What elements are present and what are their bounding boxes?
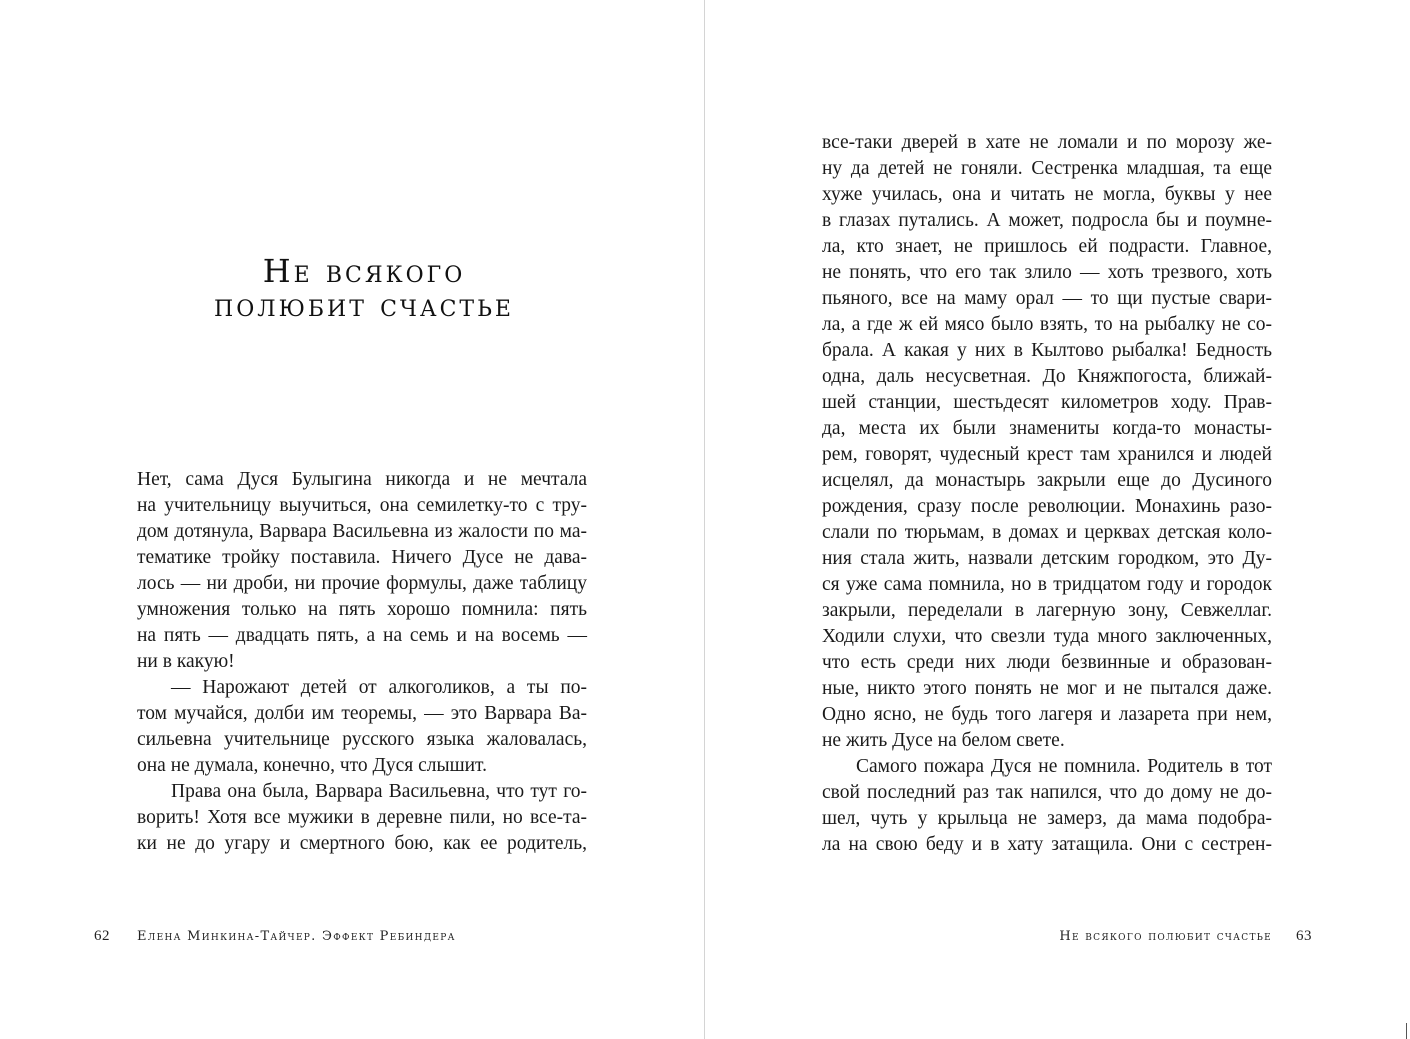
chapter-title (150, 254, 578, 322)
text-line: ся уже сама помнила, но в тридцатом году и городок (822, 574, 1272, 595)
text-line: не понять, что его так злило — хоть трезвого, хоть (822, 262, 1272, 283)
page-number: 62 (94, 928, 110, 944)
text-line: дом дотянула, Варвара Васильевна из жалости по ма- (137, 521, 587, 542)
text-line: — Нарожают детей от алкоголиков, а ты по- (171, 677, 587, 698)
text-line: рем, говорят, чудесный крест там хранился и людей (822, 444, 1272, 465)
text-line: исцелял, да монастырь закрыли еще до Дусиного (822, 470, 1272, 491)
text-line: в глазах путались. А может, подросла бы и поумне- (822, 210, 1272, 231)
chapter-title-line: полюбит счастье (214, 286, 514, 324)
text-line: ну да детей не гоняли. Сестренка младшая, та еще (822, 158, 1272, 179)
right-page (706, 0, 1410, 1039)
text-line: шей станции, шестьдесят километров ходу. Прав- (822, 392, 1272, 413)
text-line: да, места их были знамениты когда-то монасты- (822, 418, 1272, 439)
text-line: все-таки дверей в хате не ломали и по морозу же- (822, 132, 1272, 153)
text-line: рождения, сразу после революции. Монахинь разо- (822, 496, 1272, 517)
chapter-title-line: Не всякого (262, 252, 466, 290)
text-line: хуже училась, она и читать не могла, буквы у нее (822, 184, 1272, 205)
text-line: Нет, сама Дуся Булыгина никогда и не мечтала (137, 469, 587, 490)
text-line: пьяного, все на маму орал — то щи пустые свари- (822, 288, 1272, 309)
text-line: том мучайся, долби им теоремы, — это Варвара Ва- (137, 703, 587, 724)
running-head: Не всякого полюбит счастье (1059, 929, 1272, 944)
text-line: свой последний раз так напился, что до дому не до- (822, 782, 1272, 803)
text-line: умножения только на пять хорошо помнила: пять (137, 599, 587, 620)
text-line: ния стала жить, назвали детским городком, это Ду- (822, 548, 1272, 569)
text-line: ворить! Хотя все мужики в деревне пили, но все-та- (137, 807, 587, 828)
text-line: Ходили слухи, что свезли туда много заключенных, (822, 626, 1272, 647)
text-line: ные, никто этого понять не мог и не пытался даже. (822, 678, 1272, 699)
text-line: слали по тюрьмам, в домах и церквах детская коло- (822, 522, 1272, 543)
text-line: Одно ясно, не будь того лагеря и лазарета при нем, (822, 704, 1272, 725)
text-line: на учительницу выучиться, она семилетку-то с тру- (137, 495, 587, 516)
running-head: Елена Минкина-Тайчер. Эффект Ребиндера (137, 929, 456, 944)
text-line: сильевна учительнице русского языка жаловалась, (137, 729, 587, 750)
text-line: лось — ни дроби, ни прочие формулы, даже таблицу (137, 573, 587, 594)
text-line: брала. А какая у них в Кылтово рыбалка! Бедность (822, 340, 1272, 361)
text-line: Права она была, Варвара Васильевна, что тут го- (171, 781, 587, 802)
crop-mark (1406, 1023, 1407, 1039)
text-line: шел, чуть у крыльца не замерз, да мама подобра- (822, 808, 1272, 829)
text-line: ла на свою беду и в хату затащила. Они с сестрен- (822, 834, 1272, 855)
text-line: ки не до угару и смертного бою, как ее родитель, (137, 833, 587, 854)
text-line: ла, кто знает, не пришлось ей подрасти. Главное, (822, 236, 1272, 257)
text-line: Самого пожара Дуся не помнила. Родитель в тот (856, 756, 1272, 777)
text-line: ла, а где ж ей мясо было взять, то на рыбалку не со- (822, 314, 1272, 335)
left-page (0, 0, 704, 1039)
text-line: не жить Дусе на белом свете. (822, 730, 1065, 751)
text-line: она не думала, конечно, что Дуся слышит. (137, 755, 487, 776)
spine-divider (704, 0, 705, 1039)
text-line: тематике тройку поставила. Ничего Дусе не дава- (137, 547, 587, 568)
text-line: одна, даль несусветная. До Княжпогоста, ближай- (822, 366, 1272, 387)
text-line: что есть среди них люди безвинные и образован- (822, 652, 1272, 673)
text-line: закрыли, переделали в лагерную зону, Севжеллаг. (822, 600, 1272, 621)
text-line: ни в какую! (137, 651, 235, 672)
text-line: на пять — двадцать пять, а на семь и на восемь — (137, 625, 587, 646)
page-number: 63 (1296, 928, 1312, 944)
